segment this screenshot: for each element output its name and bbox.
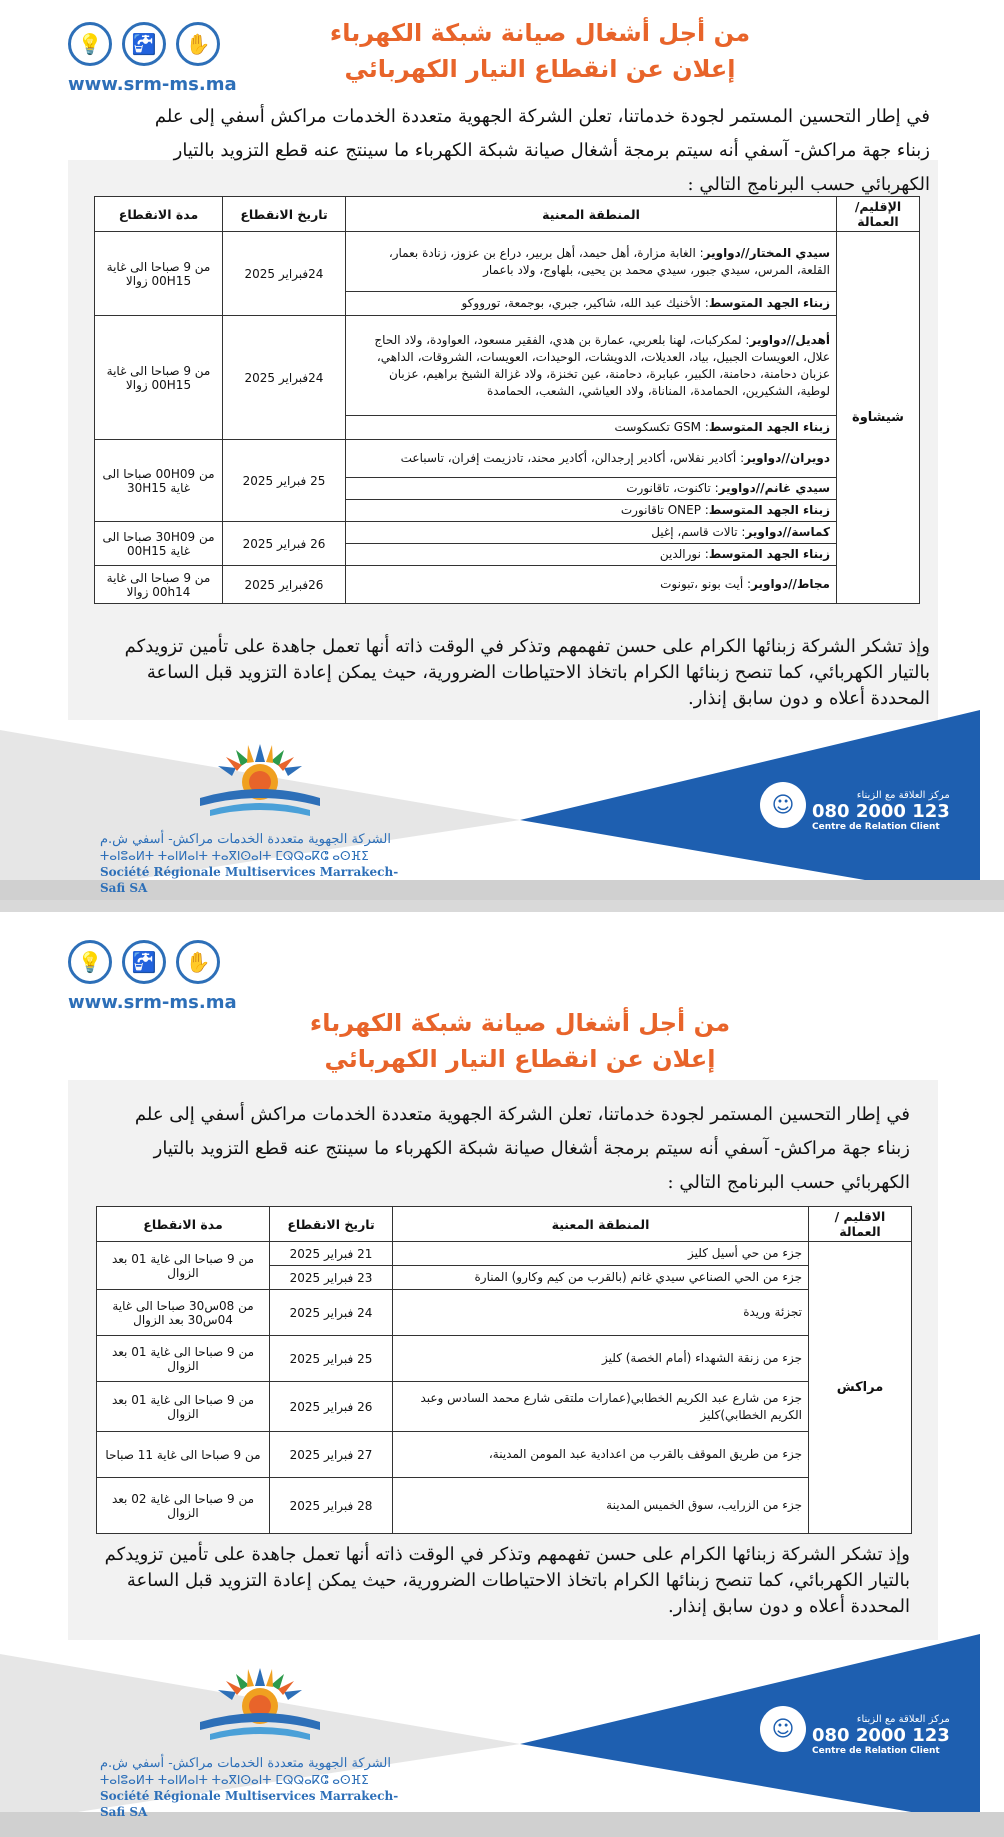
srm-logo-text: [100, 832, 400, 896]
area-cell: مجاط//دواوير: أيت بونو ،تبونوت: [346, 566, 837, 604]
water-tap-icon: 🚰: [122, 940, 166, 984]
closing-paragraph: وإذ تشكر الشركة زبنائها الكرام على حسن تفهمهم وتذكر في الوقت ذاته أنها تعمل جاهدة على تأمين تزويدكم بالتيار الكهربائي، كما تنصح زبنائها الكرام باتخاذ الاحتياطات الضرورية، حيث يمكن إعادة التزويد قبل الساعة المحددة أعلاه و دون سابق إنذار.: [124, 636, 930, 709]
date-cell: 23 فبراير 2025: [270, 1266, 393, 1290]
lightbulb-icon: 💡: [68, 940, 112, 984]
headset-mascot-icon: ☺: [760, 782, 806, 828]
table-row: [95, 566, 920, 604]
duration-cell: من 9 صباحا الى غاية 01 بعد الزوال: [97, 1242, 270, 1290]
duration-cell: من 30H09 صباحا الى غاية 00H15: [95, 522, 223, 566]
col-area: المنطقة المعنية: [393, 1207, 809, 1242]
call-center-label: مركز العلاقة مع الزبناء: [856, 790, 950, 801]
notice-title: من أجل أشغال صيانة شبكة الكهرباء: [329, 19, 751, 47]
date-cell: 24 فبراير 2025: [270, 1290, 393, 1336]
outage-table: [96, 1206, 912, 1534]
col-area: المنطقة المعنية: [346, 197, 837, 232]
col-province: الإقليم/العمالة: [837, 197, 920, 232]
table-row: [97, 1336, 912, 1382]
col-date: تاريخ الانقطاع: [270, 1207, 393, 1242]
call-center[interactable]: [812, 1714, 950, 1756]
duration-cell: من 9 صباحا الى غاية 00H15 زوالا: [95, 232, 223, 316]
table-row: [97, 1290, 912, 1336]
sanitation-hand-icon: ✋: [176, 22, 220, 66]
header-icons: [68, 940, 220, 984]
table-row: [97, 1382, 912, 1432]
notice-subtitle: إعلان عن انقطاع التيار الكهربائي: [344, 55, 736, 83]
notice-page-2: [0, 912, 1004, 1837]
logo-arabic-name: الشركة الجهوية متعددة الخدمات مراكش- أسفي ش.م: [100, 1756, 391, 1771]
srm-logo-text: [100, 1756, 400, 1820]
logo-french-name: Société Régionale Multiservices Marrakech-Safi SA: [100, 865, 399, 895]
notice-title: من أجل أشغال صيانة شبكة الكهرباء: [309, 1009, 731, 1037]
notice-page-1: [0, 0, 1004, 900]
call-center-sub: Centre de Relation Client: [812, 1746, 940, 1756]
srm-logo-mark: [195, 740, 325, 830]
area-cell: جزء من طريق الموقف بالقرب من اعدادية عبد المومن المدينة،: [393, 1432, 809, 1478]
area-cell: زبناء الجهد المتوسط: GSM تكسكوست: [346, 416, 837, 440]
page-separator: [0, 900, 1004, 912]
col-date: تاريخ الانقطاع: [223, 197, 346, 232]
area-cell: جزء من الحي الصناعي سيدي غانم (بالقرب من كيم وكارو) المنارة: [393, 1266, 809, 1290]
table-row: [97, 1242, 912, 1266]
duration-cell: من 9 صباحا الى غاية 00H15 زوالا: [95, 316, 223, 440]
area-cell: سيدي المختار//دواوير: الغابة مزارة، أهل حيمد، أهل بربير، دراع بن عزوز، زنادة بعمار، القلعة، المرس، سيدي جبور، سيدي محمد بن يحيى، بلهاوج، ولاد باعمار: [346, 232, 837, 292]
area-cell: جزء من الزرايب، سوق الخميس المدينة: [393, 1478, 809, 1534]
table-row: [95, 316, 920, 416]
call-center-label: مركز العلاقة مع الزبناء: [856, 1714, 950, 1725]
area-cell: زبناء الجهد المتوسط: ONEP تاقانورت: [346, 500, 837, 522]
duration-cell: من 00H09 صباحا الى غاية 30H15: [95, 440, 223, 522]
lightbulb-icon: 💡: [68, 22, 112, 66]
date-cell: 25 فبراير 2025: [223, 440, 346, 522]
area-cell: زبناء الجهد المتوسط: نورالدين: [346, 544, 837, 566]
province-cell: مراكش: [809, 1242, 912, 1534]
intro-paragraph: في إطار التحسين المستمر لجودة خدماتنا، تعلن الشركة الجهوية متعددة الخدمات مراكش أسفي إلى علم زبناء جهة مراكش- آسفي أنه سيتم برمجة أشغال صيانة شبكة الكهرباء ما سينتج عنه قطع التزويد بالتيار الكهربائي حسب البرنامج التالي :: [134, 1104, 910, 1193]
call-center-sub: Centre de Relation Client: [812, 822, 940, 832]
date-cell: 26 فبراير 2025: [270, 1382, 393, 1432]
logo-french-name: Société Régionale Multiservices Marrakech-Safi SA: [100, 1789, 399, 1819]
call-center-number[interactable]: 080 2000 123: [812, 1725, 950, 1746]
date-cell: 26فبراير 2025: [223, 566, 346, 604]
footer: [0, 1634, 1004, 1824]
date-cell: 25 فبراير 2025: [270, 1336, 393, 1382]
footer: [0, 710, 1004, 900]
area-cell: جزء من حي أسيل كليز: [393, 1242, 809, 1266]
headset-mascot-icon: ☺: [760, 1706, 806, 1752]
notice-subtitle: إعلان عن انقطاع التيار الكهربائي: [324, 1045, 716, 1073]
duration-cell: من 08س30 صباحا الى غاية 04س30 بعد الزوال: [97, 1290, 270, 1336]
call-center-number[interactable]: 080 2000 123: [812, 801, 950, 822]
table-row: [95, 232, 920, 292]
call-center[interactable]: [812, 790, 950, 832]
province-cell: شيشاوة: [837, 232, 920, 604]
website-url[interactable]: www.srm-ms.ma: [68, 74, 237, 95]
sanitation-hand-icon: ✋: [176, 940, 220, 984]
area-cell: كماسة//دواوير: تالات قاسم، إغيل: [346, 522, 837, 544]
date-cell: 21 فبراير 2025: [270, 1242, 393, 1266]
date-cell: 26 فبراير 2025: [223, 522, 346, 566]
date-cell: 28 فبراير 2025: [270, 1478, 393, 1534]
logo-tifinagh-name: ⵜⴰⵏⵓⴰⵍⵜ ⵜⴰⵏⵍⴰⵏⵜ ⵜⴰⴳⵏⵙⴰⵏⵜ ⵎⵕⵕⴰⴽⵛ ⴰⵙⴼⵉ: [100, 1773, 369, 1787]
header-icons: [68, 22, 220, 66]
duration-cell: من 9 صباحا الى غاية 01 بعد الزوال: [97, 1382, 270, 1432]
intro-paragraph: في إطار التحسين المستمر لجودة خدماتنا، تعلن الشركة الجهوية متعددة الخدمات مراكش أسفي إلى علم زبناء جهة مراكش- آسفي أنه سيتم برمجة أشغال صيانة شبكة الكهرباء ما سينتج عنه قطع التزويد بالتيار الكهربائي حسب البرنامج التالي :: [154, 106, 930, 195]
website-url[interactable]: www.srm-ms.ma: [68, 992, 237, 1013]
area-cell: سيدي غانم//دواوير: تاكنوت، تاقانورت: [346, 478, 837, 500]
date-cell: 27 فبراير 2025: [270, 1432, 393, 1478]
duration-cell: من 9 صباحا الى غاية 00h14 زوالا: [95, 566, 223, 604]
area-cell: أهديل//دواوير: لمكركبات، لهنا بلعربي، عمارة بن هدي، الفقير مسعود، العواودة، ولاد الحاج علال، العويسات الجبيل، بياد، العديلات، الدويشات، الوحيدات، العويسات، الشروقات، الداهي، عزبان دحامنة، دحامنة، الكبير، عبابرة، دحامنة، عين تخنزة، ولاد غزالة الشيخ براهيم، عزبان لوطية، الشكيرين، الحمامدة، المناناة، ولاد العياشي، الشعب، الحمامدة: [346, 316, 837, 416]
area-cell: جزء من زنقة الشهداء (أمام الخصة) كليز: [393, 1336, 809, 1382]
area-cell: دويران//دواوير: أكادير نفلاس، أكادير إرجدالن، أكادير محند، تادزيمت إفران، تاسباعت: [346, 440, 837, 478]
col-province: الاقليم / العمالة: [809, 1207, 912, 1242]
duration-cell: من 9 صباحا الى غاية 02 بعد الزوال: [97, 1478, 270, 1534]
area-cell: جزء من شارع عبد الكريم الخطابي(عمارات ملتقى شارع محمد السادس وعبد الكريم الخطابي)كليز: [393, 1382, 809, 1432]
col-duration: مدة الانقطاع: [97, 1207, 270, 1242]
date-cell: 24فبراير 2025: [223, 316, 346, 440]
date-cell: 24فبراير 2025: [223, 232, 346, 316]
table-row: [97, 1478, 912, 1534]
duration-cell: من 9 صباحا الى غاية 01 بعد الزوال: [97, 1336, 270, 1382]
duration-cell: من 9 صباحا الى غاية 11 صباحا: [97, 1432, 270, 1478]
logo-arabic-name: الشركة الجهوية متعددة الخدمات مراكش- أسفي ش.م: [100, 832, 391, 847]
table-row: [97, 1432, 912, 1478]
outage-table: [94, 196, 920, 604]
area-cell: تجزئة وريدة: [393, 1290, 809, 1336]
closing-paragraph: وإذ تشكر الشركة زبنائها الكرام على حسن تفهمهم وتذكر في الوقت ذاته أنها تعمل جاهدة على تأمين تزويدكم بالتيار الكهربائي، كما تنصح زبنائها الكرام باتخاذ الاحتياطات الضرورية، حيث يمكن إعادة التزويد قبل الساعة المحددة أعلاه و دون سابق إنذار.: [104, 1544, 910, 1617]
water-tap-icon: 🚰: [122, 22, 166, 66]
col-duration: مدة الانقطاع: [95, 197, 223, 232]
srm-logo-mark: [195, 1664, 325, 1754]
table-row: [95, 522, 920, 544]
table-row: [95, 440, 920, 478]
area-cell: زبناء الجهد المتوسط: الأخنيك عبد الله، شاكير، جبري، بوجمعة، تورووكو: [346, 292, 837, 316]
logo-tifinagh-name: ⵜⴰⵏⵓⴰⵍⵜ ⵜⴰⵏⵍⴰⵏⵜ ⵜⴰⴳⵏⵙⴰⵏⵜ ⵎⵕⵕⴰⴽⵛ ⴰⵙⴼⵉ: [100, 849, 369, 863]
